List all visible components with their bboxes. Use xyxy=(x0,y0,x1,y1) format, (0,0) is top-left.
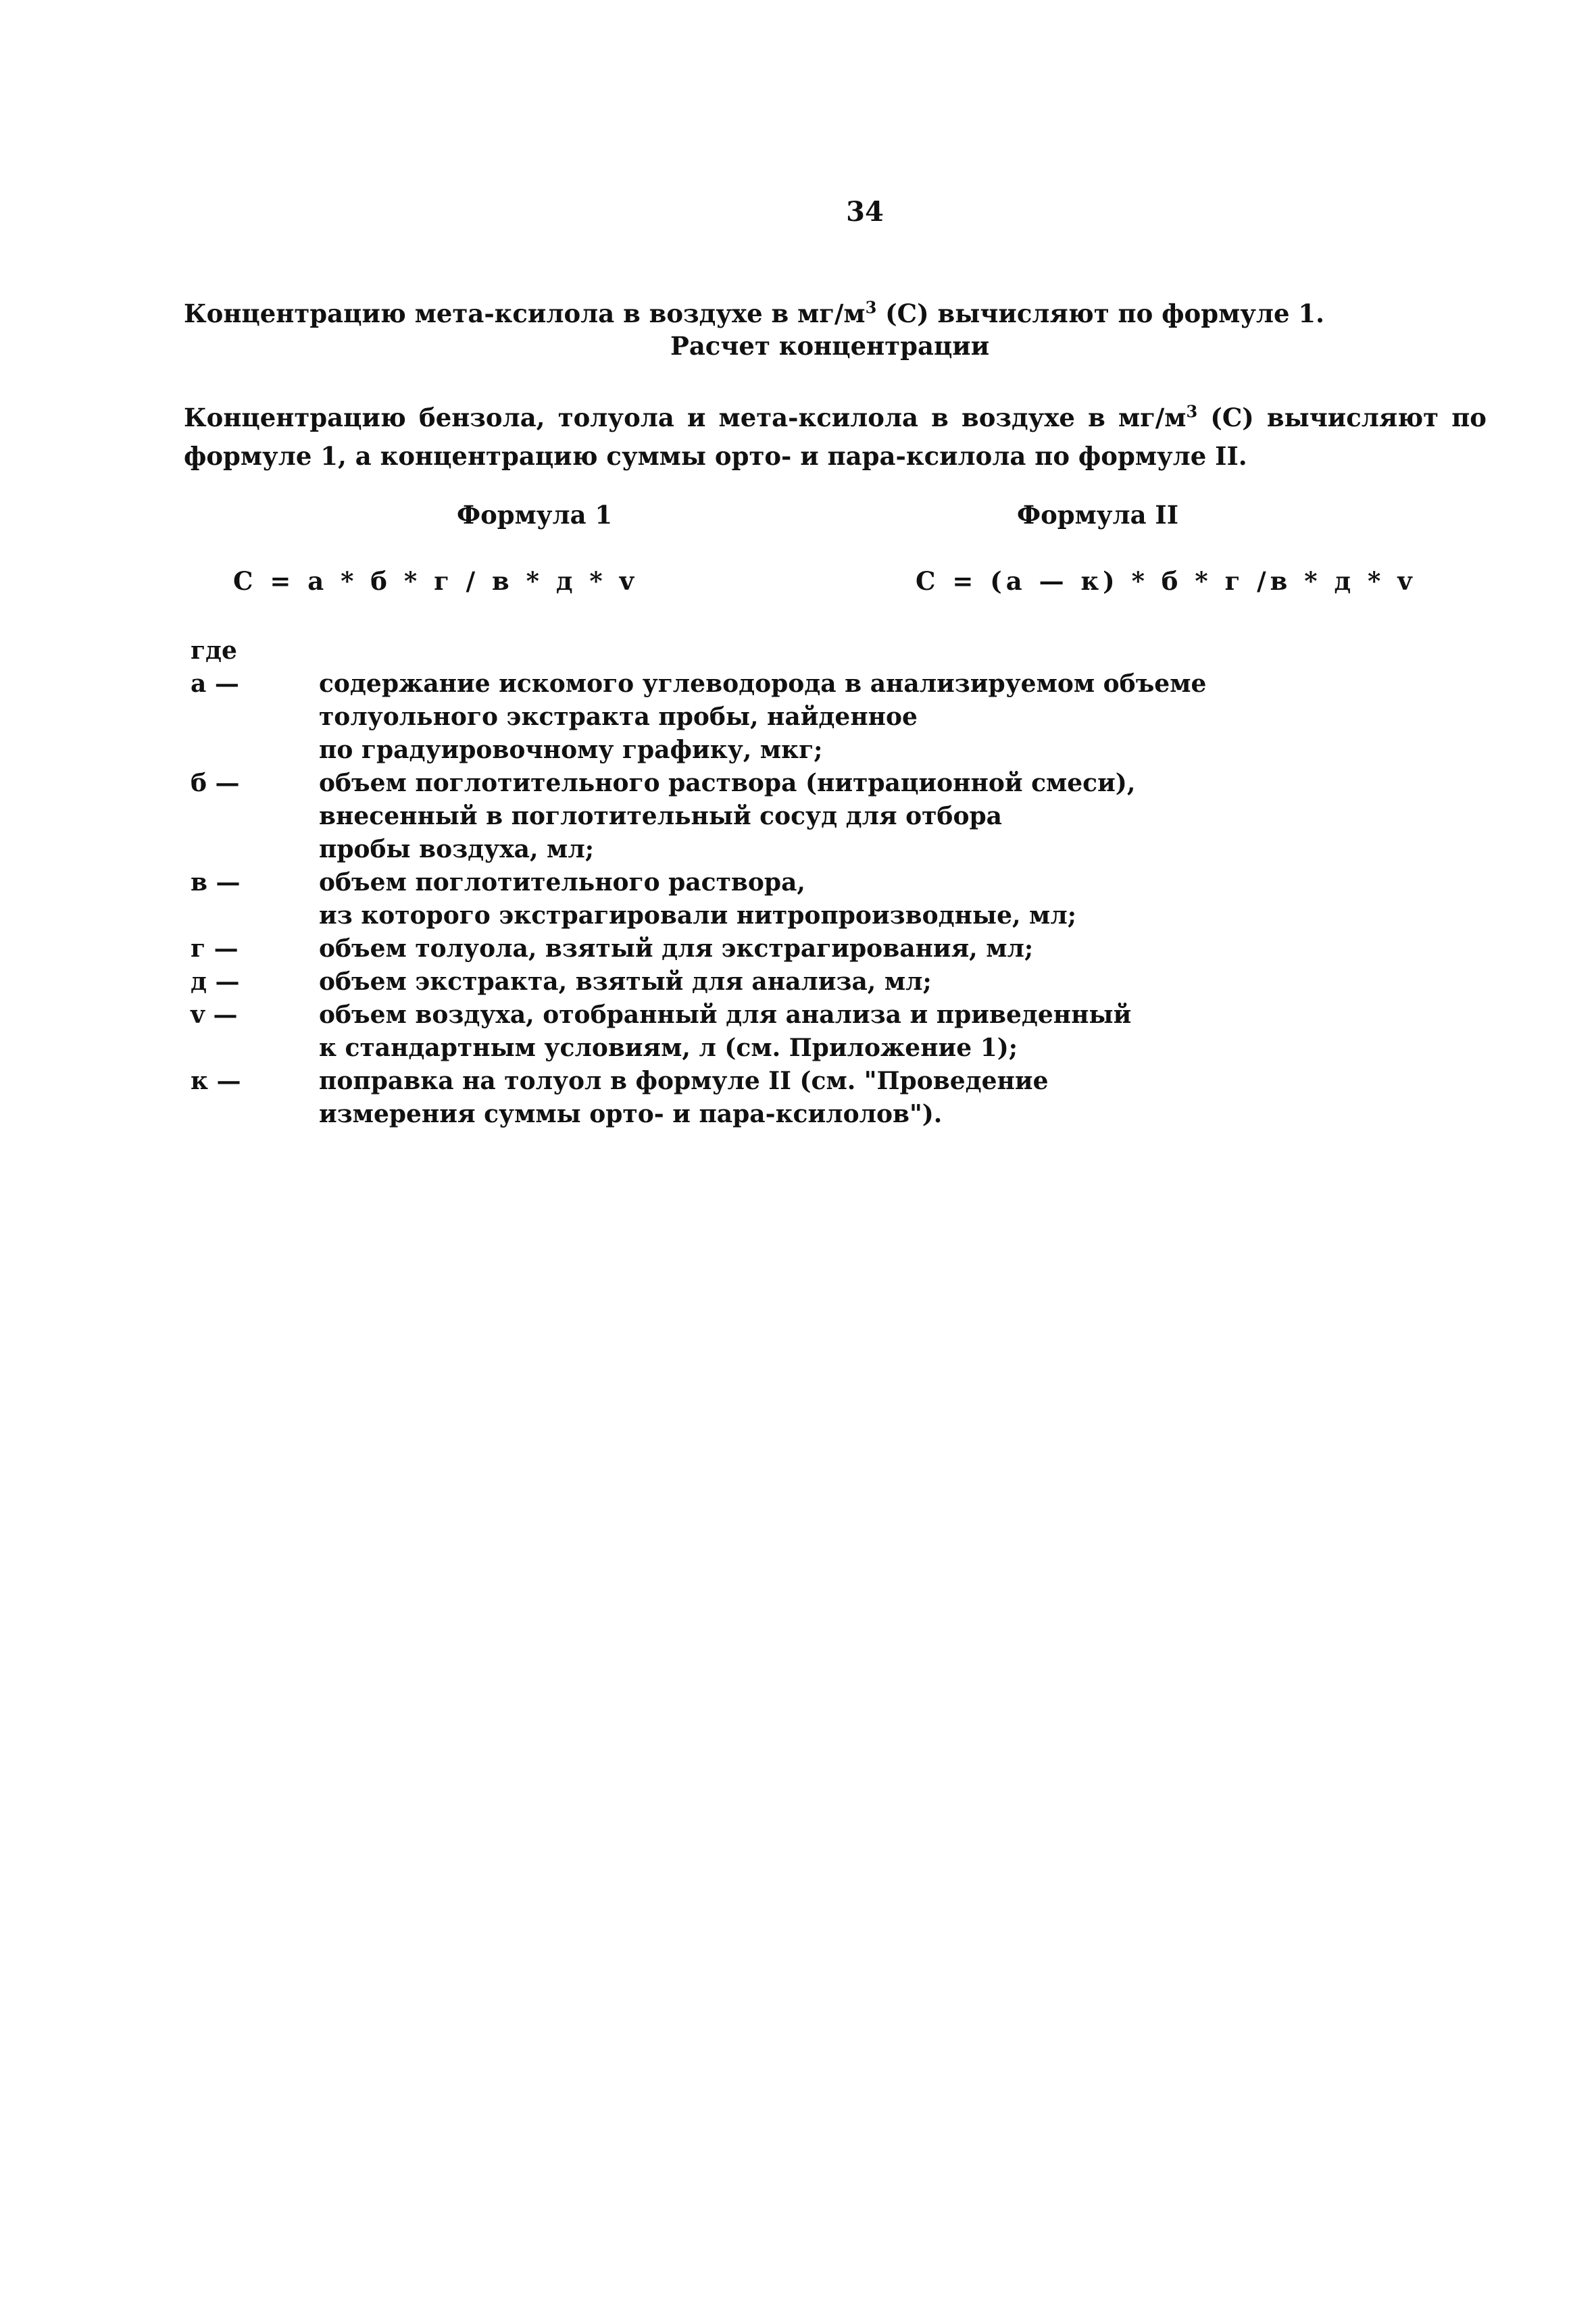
definition-v xyxy=(191,866,1204,932)
paragraph-text-end: (С) вычисляют по формуле 1, а концентрацию суммы орто- и пара-ксилола по формуле II. xyxy=(184,403,1487,471)
definition-line: к стандартным условиям, л (см. Приложение 1); xyxy=(319,1034,1018,1062)
intro-line-text: Концентрацию мета-ксилола в воздухе в мг/м xyxy=(184,299,866,328)
definition-line: из которого экстрагировали нитропроизводные, мл; xyxy=(319,901,1076,930)
definition-line: поправка на толуол в формуле II (см. "Проведение xyxy=(319,1067,1049,1095)
definition-air-volume xyxy=(191,999,1204,1065)
intro-line xyxy=(184,299,1324,328)
definition-line: объем поглотительного раствора, xyxy=(319,868,805,897)
definition-symbol: v — xyxy=(191,1001,238,1029)
superscript-exponent: 3 xyxy=(1186,401,1198,422)
definition-line: измерения суммы орто- и пара-ксилолов"). xyxy=(319,1100,943,1128)
definition-line: объем толуола, взятый для экстрагирования, мл; xyxy=(319,934,1034,963)
page-number: 34 xyxy=(846,196,884,228)
formula-2-title: Формула II xyxy=(1017,500,1179,530)
formula-2-expression: С = (а — к) * б * г /в * д * v xyxy=(916,566,1416,596)
definition-k xyxy=(191,1065,1204,1131)
definition-symbol: в — xyxy=(191,868,241,897)
definition-text xyxy=(319,767,1204,866)
definition-symbol: г — xyxy=(191,934,239,963)
definition-line: по градуировочному графику, мкг; xyxy=(319,736,823,764)
definition-text xyxy=(319,668,1206,767)
definition-text xyxy=(319,965,1204,999)
definition-line: внесенный в поглотительный сосуд для отбора xyxy=(319,802,1002,830)
definition-line: объем экстракта, взятый для анализа, мл; xyxy=(319,967,932,996)
definitions-list xyxy=(191,668,1207,1131)
calculation-paragraph xyxy=(184,399,1487,476)
superscript-exponent: 3 xyxy=(865,297,877,318)
definition-line: толуольного экстракта пробы, найденное xyxy=(319,703,918,731)
definition-symbol: д — xyxy=(191,967,240,996)
definition-line: объем поглотительного раствора (нитрационной смеси), xyxy=(319,769,1136,797)
definition-symbol: б — xyxy=(191,769,240,797)
definition-text xyxy=(319,866,1204,932)
section-heading: Расчет концентрации xyxy=(670,331,990,361)
definition-line: пробы воздуха, мл; xyxy=(319,835,595,863)
definition-text xyxy=(319,932,1204,965)
definition-d xyxy=(191,965,1204,999)
definition-a xyxy=(191,668,1207,767)
paragraph-text: Концентрацию бензола, толуола и мета-ксилола в воздухе в мг/м xyxy=(184,403,1187,432)
definition-line: объем воздуха, отобранный для анализа и приведенный xyxy=(319,1001,1132,1029)
formula-1-expression: С = а * б * г / в * д * v xyxy=(233,566,639,596)
where-label: где xyxy=(191,636,237,665)
definition-text xyxy=(319,1065,1204,1131)
definition-symbol: а — xyxy=(191,670,239,698)
definition-b xyxy=(191,767,1204,866)
definition-text xyxy=(319,999,1204,1065)
intro-line-text-end: (С) вычисляют по формуле 1. xyxy=(876,299,1325,328)
definition-g xyxy=(191,932,1204,965)
formula-1-title: Формула 1 xyxy=(457,500,613,530)
definition-line: содержание искомого углеводорода в анализируемом объеме xyxy=(319,670,1207,698)
definition-symbol: к — xyxy=(191,1067,241,1095)
